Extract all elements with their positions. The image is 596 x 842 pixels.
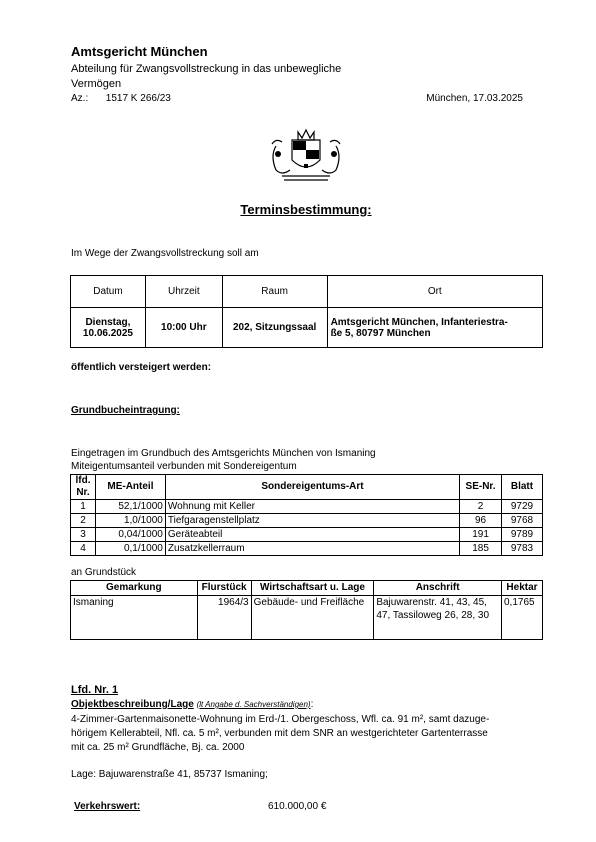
cell-lfd: 1 — [71, 500, 96, 514]
verkehrswert-label: Verkehrswert: — [74, 801, 141, 812]
header-se-nr: SE-Nr. — [460, 475, 502, 500]
cell-se-nr: 191 — [460, 528, 502, 542]
desc-line3: mit ca. 25 m² Grundfläche, Bj. ca. 2000 — [71, 742, 245, 753]
header-se-art: Sondereigentums-Art — [165, 475, 459, 500]
termin-place-line1: Amtsgericht München, Infanteriestra- — [330, 316, 508, 328]
lage-text: Lage: Bajuwarenstraße 41, 85737 Ismaning; — [71, 769, 268, 780]
header-datum: Datum — [71, 276, 146, 308]
sondereigentum-table — [70, 474, 543, 556]
header-lfd-nr: lfd. Nr. — [71, 475, 96, 500]
cell-lfd: 3 — [71, 528, 96, 542]
header-anschrift: Anschrift — [374, 581, 502, 596]
document-title: Terminsbestimmung: — [240, 202, 372, 217]
table-row — [71, 528, 543, 542]
table-row — [71, 500, 543, 514]
auction-statement: öffentlich versteigert werden: — [71, 362, 212, 373]
cell-blatt: 9783 — [502, 542, 543, 556]
cell-se-art: Wohnung mit Keller — [165, 500, 459, 514]
cell-lfd: 4 — [71, 542, 96, 556]
cell-wirtschaftsart: Gebäude- und Freifläche — [251, 596, 374, 640]
grundbuch-heading: Grundbucheintragung: — [71, 405, 180, 416]
cell-blatt: 9789 — [502, 528, 543, 542]
cell-blatt: 9729 — [502, 500, 543, 514]
cell-se-art: Tiefgaragenstellplatz — [165, 514, 459, 528]
cell-gemarkung: Ismaning — [71, 596, 198, 640]
cell-blatt: 9768 — [502, 514, 543, 528]
objekt-description — [71, 713, 541, 755]
header-blatt: Blatt — [502, 475, 543, 500]
court-name: Amtsgericht München — [71, 44, 208, 59]
header-wirtschaftsart: Wirtschaftsart u. Lage — [251, 581, 374, 596]
cell-flurstueck: 1964/3 — [197, 596, 251, 640]
grundbuch-line2: Miteigentumsanteil verbunden mit Sondereigentum — [71, 461, 297, 472]
desc-line2: hörigem Kellerabteil, Nfl. ca. 5 m², verbunden mit dem SNR an westgerichteter Gartenterrasse — [71, 728, 488, 739]
verkehrswert-value: 610.000,00 € — [268, 801, 327, 812]
termin-room: 202, Sitzungssaal — [222, 308, 327, 348]
termin-date — [71, 308, 146, 348]
lfd-nr-heading: Lfd. Nr. 1 — [71, 684, 119, 696]
department: Abteilung für Zwangsvollstreckung in das unbewegliche Vermögen — [71, 63, 342, 90]
termin-time: 10:00 Uhr — [145, 308, 222, 348]
cell-me-anteil: 1,0/1000 — [95, 514, 165, 528]
header-flurstueck: Flurstück — [197, 581, 251, 596]
cell-se-art: Geräteabteil — [165, 528, 459, 542]
cell-lfd: 2 — [71, 514, 96, 528]
objekt-heading — [71, 699, 313, 710]
grundstueck-table — [70, 580, 543, 640]
header-hektar: Hektar — [501, 581, 542, 596]
cell-me-anteil: 0,1/1000 — [95, 542, 165, 556]
az-label: Az.: — [71, 93, 89, 104]
cell-se-nr: 2 — [460, 500, 502, 514]
table-row — [71, 596, 543, 640]
termin-day: Dienstag, — [85, 316, 131, 328]
termin-place-line2: ße 5, 80797 München — [330, 327, 431, 339]
termin-place — [327, 308, 542, 348]
an-grundstueck-label: an Grundstück — [71, 567, 137, 578]
desc-line1: 4-Zimmer-Gartenmaisonette-Wohnung im Erd-/1. Obergeschoss, Wfl. ca. 91 m², samt dazuge- — [71, 714, 490, 725]
intro-text: Im Wege der Zwangsvollstreckung soll am — [71, 248, 259, 259]
header-me-anteil: ME-Anteil — [95, 475, 165, 500]
cell-se-art: Zusatzkellerraum — [165, 542, 459, 556]
table-row — [71, 514, 543, 528]
header-uhrzeit: Uhrzeit — [145, 276, 222, 308]
grundbuch-text — [71, 447, 376, 473]
appointment-table — [70, 275, 543, 348]
cell-anschrift: Bajuwarenstr. 41, 43, 45, 47, Tassiloweg 26, 28, 30 — [374, 596, 502, 640]
cell-se-nr: 96 — [460, 514, 502, 528]
cell-me-anteil: 0,04/1000 — [95, 528, 165, 542]
cell-se-nr: 185 — [460, 542, 502, 556]
city-date: München, 17.03.2025 — [426, 93, 523, 104]
termin-date-value: 10.06.2025 — [82, 327, 133, 339]
objekt-label: Objektbeschreibung/Lage — [71, 699, 194, 710]
cell-me-anteil: 52,1/1000 — [95, 500, 165, 514]
header-ort: Ort — [327, 276, 542, 308]
header-gemarkung: Gemarkung — [71, 581, 198, 596]
case-number — [71, 93, 171, 104]
header-raum: Raum — [222, 276, 327, 308]
objekt-note: (lt Angabe d. Sachverständigen) — [196, 700, 311, 709]
grundbuch-line1: Eingetragen im Grundbuch des Amtsgerichts München von Ismaning — [71, 448, 376, 459]
az-value: 1517 K 266/23 — [105, 93, 171, 104]
bavarian-coat-of-arms-icon — [262, 126, 350, 184]
cell-hektar: 0,1765 — [501, 596, 542, 640]
table-row — [71, 542, 543, 556]
objekt-colon: : — [310, 699, 314, 710]
